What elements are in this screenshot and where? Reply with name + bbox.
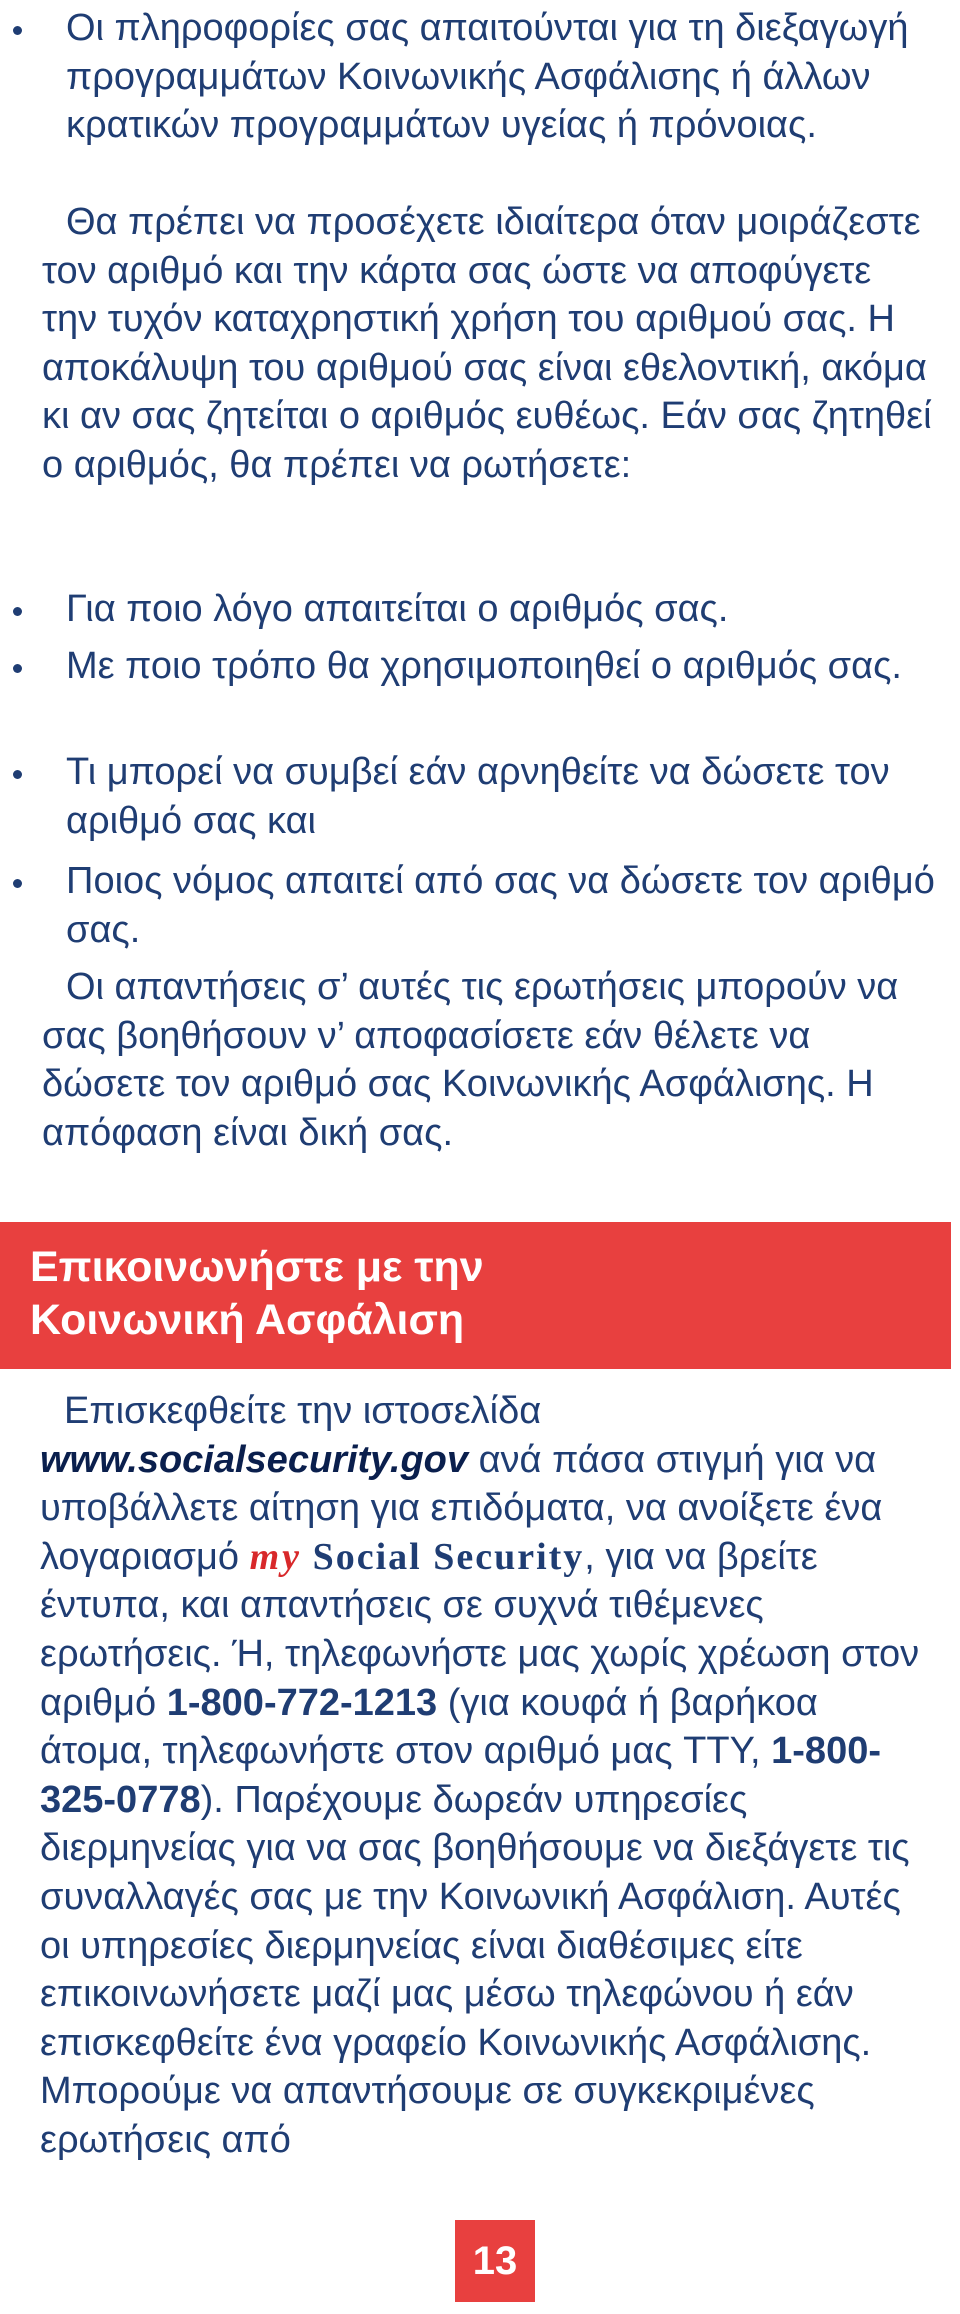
my-logo-text: my [249,1535,303,1578]
bullet-text: Τι μπορεί να συμβεί εάν αρνηθείτε να δώσετε τον αριθμό σας και [66,751,890,842]
contact-paragraph [40,1387,930,2165]
bullet-icon [13,879,22,888]
bullet-icon [13,770,22,779]
section-title-line1: Επικοινωνήστε με την [30,1243,484,1291]
page-number: 13 [455,2220,535,2302]
bullet-icon [13,26,22,35]
bullet-text: Ποιος νόμος απαιτεί από σας να δώσετε τον αριθμό σας. [66,860,935,951]
social-security-logo-text: Social Security [312,1535,585,1578]
bullet-icon [13,664,22,673]
website-link[interactable]: www.socialsecurity.gov [40,1438,469,1481]
tty-number: 1-800-325-0778 [40,1730,881,1821]
bullet-text: Οι πληροφορίες σας απαιτούνται για τη διεξαγωγή προγραμμάτων Κοινωνικής Ασφάλισης ή άλλων κρατικών προγραμμάτων υγείας ή πρόνοιας. [66,7,909,147]
caution-paragraph: Θα πρέπει να προσέχετε ιδιαίτερα όταν μοιράζεστε τον αριθμό και την κάρτα σας ώστε να αποφύγετε την τυχόν καταχρηστική χρήση του αριθμού σας. Η αποκάλυψη του αριθμού σας είναι εθελοντική, ακόμα κι αν σας ζητείται ο αριθμός ευθέως. Εάν σας ζητηθεί ο αριθμός, θα πρέπει να ρωτήσετε: [42,201,932,486]
contact-text: ανά πάσα στιγμή για να υποβάλλετε αίτηση για επιδόματα, να ανοίξετε ένα λογαριασμό [40,1438,883,1578]
bullet-text: Με ποιο τρόπο θα χρησιμοποιηθεί ο αριθμός σας. [66,645,902,687]
section-title [30,1241,930,1347]
contact-text: , για να βρείτε έντυπα, και απαντήσεις σε συχνά τιθέμενες ερωτήσεις. Ή, τηλεφωνήστε μας χωρίς χρέωση στον αριθμό [40,1535,920,1724]
contact-text: Επισκεφθείτε την ιστοσελίδα [64,1390,542,1432]
contact-text: (για κουφά ή βαρήκοα άτομα, τηλεφωνήστε στον αριθμό μας TTY, [40,1681,818,1773]
bullet-icon [13,607,22,616]
phone-number: 1-800-772-1213 [166,1681,438,1724]
contact-text: ). Παρέχουμε δωρεάν υπηρεσίες διερμηνείας για να σας βοηθήσουμε να διεξάγετε τις συναλλαγές σας με την Κοινωνική Ασφάλιση. Αυτές οι υπηρεσίες διερμηνείας είναι διαθέσιμες είτε επικοινωνήσετε μαζί μας μέσω τηλεφώνου ή εάν επισκεφθείτε ένα γραφείο Κοινωνικής Ασφάλισης. Μπορούμε να απαντήσουμε σε συγκεκριμένες ερωτήσεις από [40,1778,910,2161]
answer-paragraph: Οι απαντήσεις σ’ αυτές τις ερωτήσεις μπορούν να σας βοηθήσουν ν’ αποφασίσετε εάν θέλετε να δώσετε τον αριθμό σας Κοινωνικής Ασφάλισης. Η απόφαση είναι δική σας. [42,966,899,1154]
section-title-line2: Κοινωνική Ασφάλιση [30,1296,465,1344]
bullet-text: Για ποιο λόγο απαιτείται ο αριθμός σας. [66,588,729,630]
section-header [0,1222,951,1369]
